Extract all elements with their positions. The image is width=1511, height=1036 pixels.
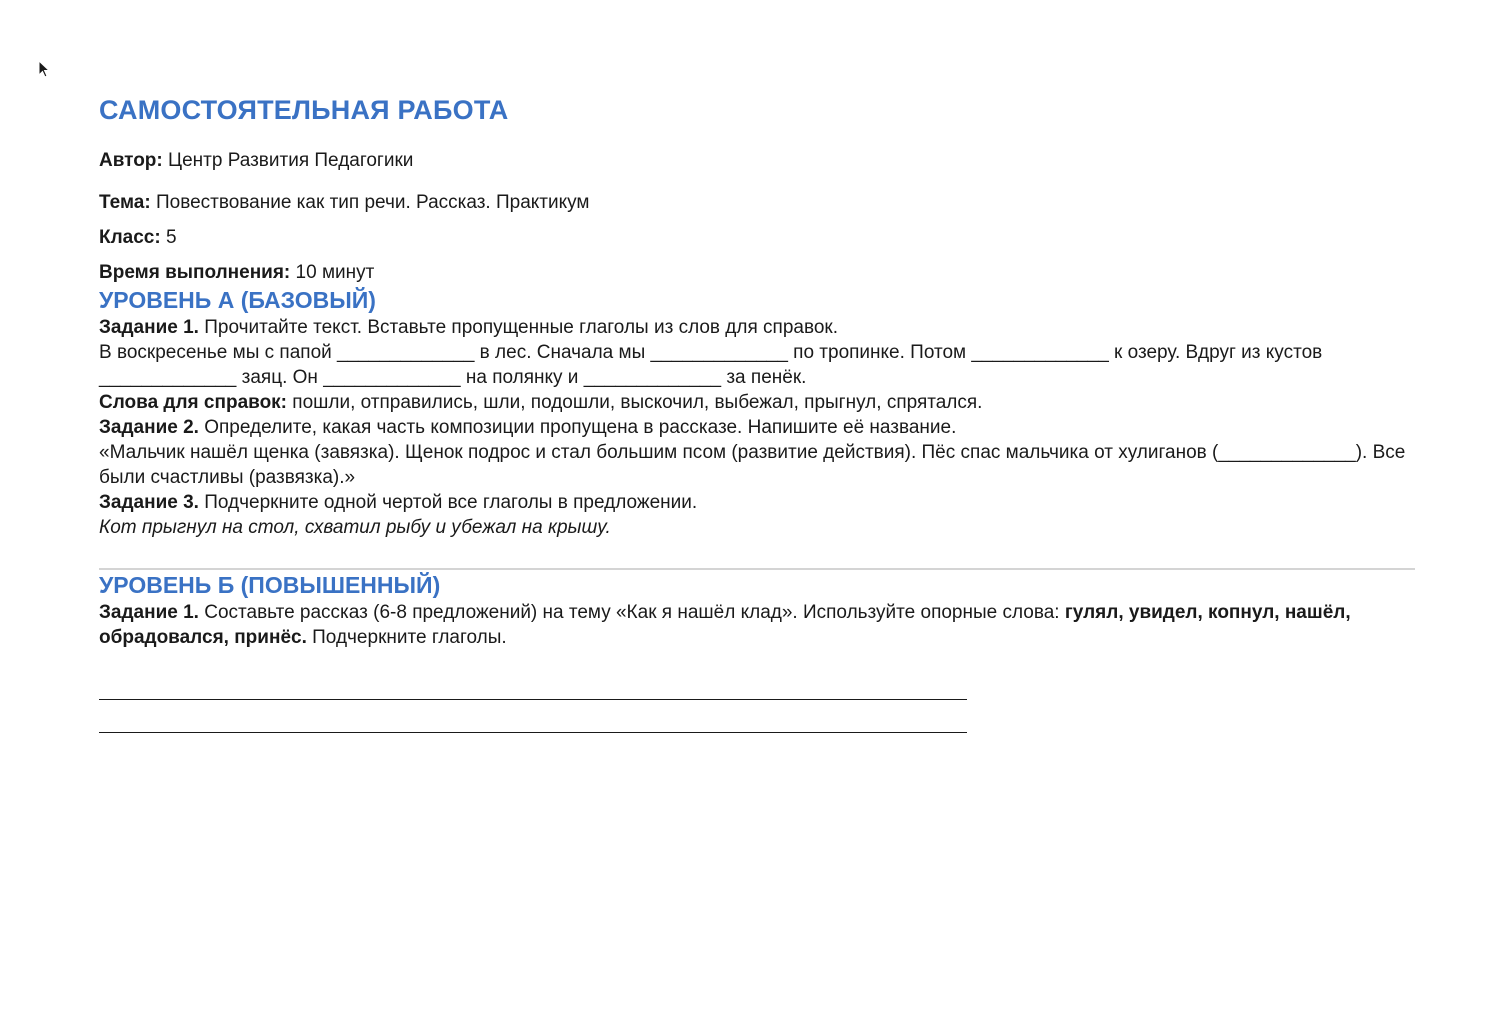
keywords: гулял, увидел, копнул, нашёл, обрадовался, принёс. [99,602,1351,648]
class-value: 5 [160,227,177,248]
meta-topic [99,190,1415,215]
level-a-heading: УРОВЕНЬ А (БАЗОВЫЙ) [99,287,376,313]
level-a-task1-instruction [99,315,1415,340]
level-b-heading: УРОВЕНЬ Б (ПОВЫШЕННЫЙ) [99,572,441,598]
level-b-task1-instruction [99,600,1415,650]
time-label: Время выполнения: [99,262,291,283]
topic-value: Повествование как тип речи. Рассказ. Практикум [150,192,590,213]
task-tail: Подчеркните глаголы. [306,627,507,648]
level-a-task3-sentence: Кот прыгнул на стол, схватил рыбу и убежал на крышу. [99,517,611,538]
task-label: Задание 1. [99,602,199,623]
meta-time [99,260,1415,285]
class-label: Класс: [99,227,161,248]
level-a-task3-instruction [99,490,1415,515]
mouse-pointer-icon [38,60,50,78]
task-label: Задание 2. [99,417,199,438]
level-a-task2-passage: «Мальчик нашёл щенка (завязка). Щенок подрос и стал большим псом (развитие действия). Пёс спас мальчика от хулиганов (_____________). Все были счастливы (развязка).» [99,442,1406,488]
level-a-task2-instruction [99,415,1415,440]
author-value: Центр Развития Педагогики [162,150,414,171]
task-text: Прочитайте текст. Вставьте пропущенные глаголы из слов для справок. [198,317,839,338]
time-value: 10 минут [290,262,375,283]
topic-label: Тема: [99,192,151,213]
task-text: Составьте рассказ (6-8 предложений) на тему «Как я нашёл клад». Используйте опорные слова: [198,602,1065,623]
answer-line[interactable] [99,699,967,700]
word-bank-label: Слова для справок: [99,392,288,413]
word-bank-value: пошли, отправились, шли, подошли, выскочил, выбежал, прыгнул, спрятался. [287,392,983,413]
document-page [99,92,1415,733]
answer-line[interactable] [99,732,967,733]
document-title: САМОСТОЯТЕЛЬНАЯ РАБОТА [99,95,509,125]
task-text: Определите, какая часть композиции пропущена в рассказе. Напишите её название. [198,417,957,438]
level-a-task1-passage: В воскресенье мы с папой _____________ в лес. Сначала мы _____________ по тропинке. Потом _____________ к озеру. Вдруг из кустов _____________ заяц. Он _____________ на полянку и _____________ за пенёк. [99,342,1323,388]
task-label: Задание 3. [99,492,199,513]
task-text: Подчеркните одной чертой все глаголы в предложении. [198,492,698,513]
task-label: Задание 1. [99,317,199,338]
level-a-task1-word-bank [99,390,1415,415]
meta-class [99,225,1415,250]
author-label: Автор: [99,150,163,171]
meta-author [99,148,1415,173]
